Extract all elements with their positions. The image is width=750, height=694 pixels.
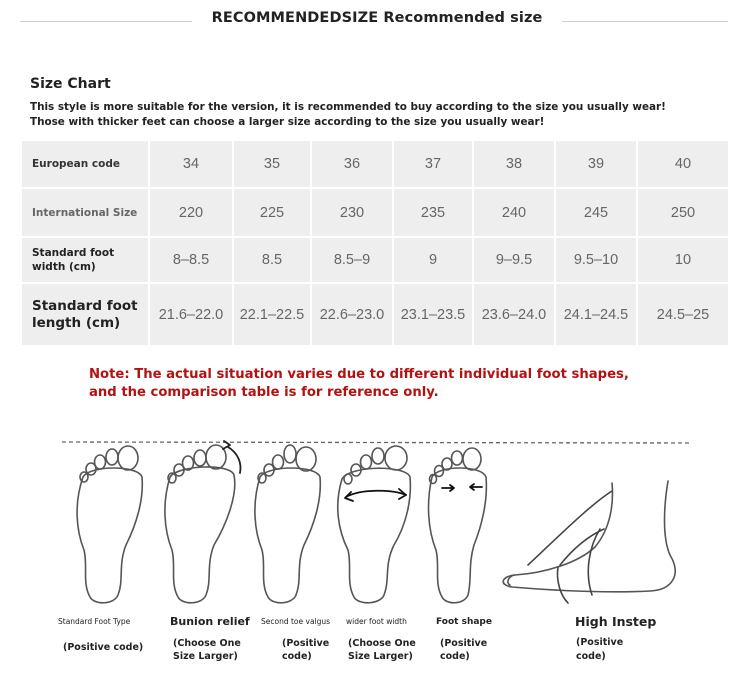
table-cell: 9–9.5	[473, 237, 555, 283]
table-cell: 9.5–10	[555, 237, 637, 283]
dashed-guide-line	[62, 442, 690, 443]
row-label-international-size: International Size	[21, 188, 149, 236]
caption-bunion-relief: Bunion relief	[170, 615, 250, 628]
table-cell: 24.1–24.5	[555, 283, 637, 346]
table-cell: 8–8.5	[149, 237, 233, 283]
page-title: RECOMMENDEDSIZE Recommended size	[211, 10, 543, 26]
header	[0, 0, 750, 44]
table-cell: 250	[637, 188, 729, 236]
caption-bunion-sub1: (Choose One	[173, 638, 241, 649]
table-cell: 21.6–22.0	[149, 283, 233, 346]
size-chart-description-line2: Those with thicker feet can choose a larger size according to the size you usually wear!	[30, 116, 545, 128]
table-cell: 235	[393, 188, 473, 236]
caption-wider-foot-width: wider foot width	[346, 617, 407, 626]
table-row-international-size	[21, 188, 729, 236]
note-line1: Note: The actual situation varies due to different individual foot shapes,	[89, 367, 629, 382]
table-cell: 23.6–24.0	[473, 283, 555, 346]
table-cell: 23.1–23.5	[393, 283, 473, 346]
table-cell: 8.5	[233, 237, 311, 283]
table-cell: 225	[233, 188, 311, 236]
size-chart-description-line1: This style is more suitable for the version, it is recommended to buy according to the size you usually wear!	[30, 101, 666, 113]
table-cell: 34	[149, 140, 233, 188]
table-row-foot-length	[21, 283, 729, 346]
row-label-foot-length: Standard foot length (cm)	[21, 283, 149, 346]
caption-high-instep-sub1: (Positive	[576, 637, 624, 648]
caption-foot-shape-sub2: code)	[440, 651, 470, 662]
row-label-foot-width: Standard foot width (cm)	[21, 237, 149, 283]
size-chart-title: Size Chart	[30, 76, 111, 92]
caption-wider-foot-sub1: (Choose One	[348, 638, 416, 649]
caption-second-toe-valgus: Second toe valgus	[261, 617, 331, 626]
caption-standard-foot-type: Standard Foot Type	[58, 617, 131, 626]
table-cell: 245	[555, 188, 637, 236]
table-cell: 230	[311, 188, 393, 236]
table-cell: 10	[637, 237, 729, 283]
foot-shape-icon	[429, 448, 487, 603]
table-row-foot-width	[21, 237, 729, 283]
table-row-european-code	[21, 140, 729, 188]
caption-bunion-sub2: Size Larger)	[173, 651, 238, 662]
standard-foot-icon	[77, 446, 142, 603]
header-divider-right	[562, 21, 728, 22]
table-cell: 35	[233, 140, 311, 188]
table-cell: 22.1–22.5	[233, 283, 311, 346]
caption-high-instep-sub2: code)	[576, 651, 606, 662]
caption-foot-shape-sub1: (Positive	[440, 638, 488, 649]
row-label-european-code: European code	[21, 140, 149, 188]
table-cell: 40	[637, 140, 729, 188]
table-cell: 38	[473, 140, 555, 188]
table-cell: 9	[393, 237, 473, 283]
table-cell: 39	[555, 140, 637, 188]
caption-foot-shape: Foot shape	[436, 617, 492, 627]
high-instep-foot-icon	[503, 481, 675, 603]
table-cell: 36	[311, 140, 393, 188]
caption-high-instep: High Instep	[575, 614, 657, 629]
second-toe-valgus-foot-icon	[255, 445, 320, 603]
caption-standard-foot-sub: (Positive code)	[63, 642, 144, 653]
header-divider-left	[20, 21, 192, 22]
wider-foot-icon	[338, 446, 411, 603]
table-cell: 8.5–9	[311, 237, 393, 283]
size-table	[20, 139, 730, 347]
table-cell: 240	[473, 188, 555, 236]
table-cell: 22.6–23.0	[311, 283, 393, 346]
foot-illustrations	[0, 425, 750, 610]
caption-wider-foot-sub2: Size Larger)	[348, 651, 413, 662]
bunion-foot-icon	[165, 441, 241, 603]
table-cell: 24.5–25	[637, 283, 729, 346]
note-line2: and the comparison table is for reference only.	[89, 385, 439, 400]
caption-second-toe-sub2: code)	[282, 651, 312, 662]
table-cell: 37	[393, 140, 473, 188]
caption-second-toe-sub1: (Positive	[282, 638, 330, 649]
table-cell: 220	[149, 188, 233, 236]
